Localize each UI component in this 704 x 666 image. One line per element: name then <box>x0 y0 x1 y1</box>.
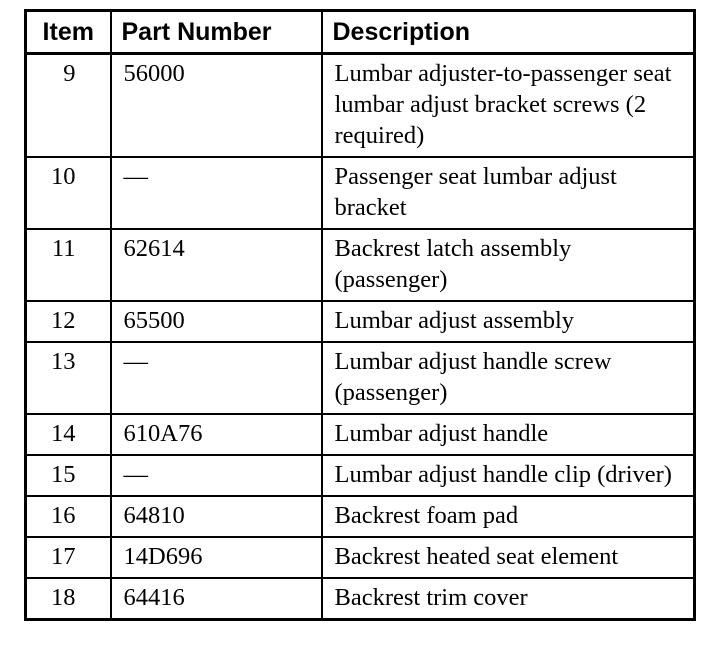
header-part-number: Part Number <box>111 11 322 54</box>
part-number: — <box>111 455 322 496</box>
item-number: 12 <box>26 301 111 342</box>
item-number: 11 <box>26 229 111 301</box>
item-number: 16 <box>26 496 111 537</box>
part-number: 64810 <box>111 496 322 537</box>
description: Lumbar adjust handle clip (driver) <box>322 455 695 496</box>
item-number: 10 <box>26 157 111 229</box>
header-row <box>26 11 695 54</box>
table-row <box>26 455 695 496</box>
header-item: Item <box>26 11 111 54</box>
description: Lumbar adjust handle <box>322 414 695 455</box>
description: Backrest trim cover <box>322 578 695 620</box>
parts-table <box>24 9 696 621</box>
table-row <box>26 496 695 537</box>
description: Lumbar adjuster-to-passenger seat lumbar adjust bracket screws (2 required) <box>322 54 695 158</box>
item-number: 13 <box>26 342 111 414</box>
table-row <box>26 537 695 578</box>
table-row <box>26 578 695 620</box>
part-number: 56000 <box>111 54 322 158</box>
table-row <box>26 342 695 414</box>
part-number: 14D696 <box>111 537 322 578</box>
item-number: 18 <box>26 578 111 620</box>
item-number: 17 <box>26 537 111 578</box>
part-number: — <box>111 342 322 414</box>
description: Backrest foam pad <box>322 496 695 537</box>
table-row <box>26 54 695 158</box>
part-number: 610A76 <box>111 414 322 455</box>
header-description: Description <box>322 11 695 54</box>
table-row <box>26 157 695 229</box>
part-number: 65500 <box>111 301 322 342</box>
description: Lumbar adjust handle screw (passenger) <box>322 342 695 414</box>
table-row <box>26 414 695 455</box>
description: Lumbar adjust assembly <box>322 301 695 342</box>
description: Backrest latch assembly (passenger) <box>322 229 695 301</box>
part-number: — <box>111 157 322 229</box>
table-row <box>26 301 695 342</box>
part-number: 62614 <box>111 229 322 301</box>
description: Passenger seat lumbar adjust bracket <box>322 157 695 229</box>
item-number: 9 <box>26 54 111 158</box>
part-number: 64416 <box>111 578 322 620</box>
item-number: 14 <box>26 414 111 455</box>
description: Backrest heated seat element <box>322 537 695 578</box>
table-row <box>26 229 695 301</box>
item-number: 15 <box>26 455 111 496</box>
